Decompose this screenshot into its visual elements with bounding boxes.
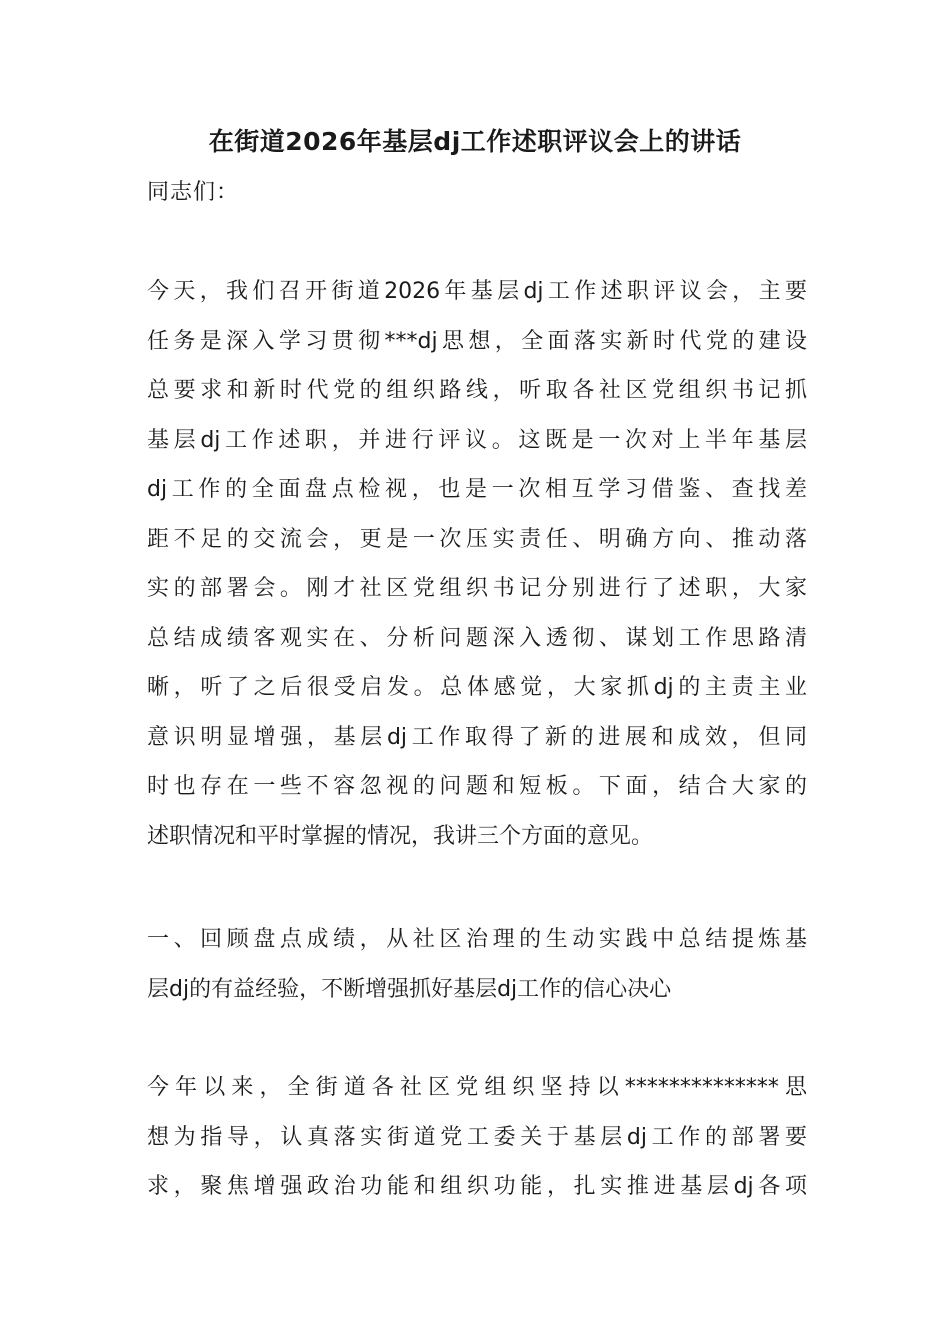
paragraph-opening bbox=[147, 267, 807, 861]
text-line: 实的部署会。刚才社区党组织书记分别进行了述职，大家 bbox=[147, 576, 807, 601]
text-line: 一、回顾盘点成绩，从社区治理的生动实践中总结提炼基 bbox=[147, 927, 807, 952]
text-line: 想为指导，认真落实街道党工委关于基层dj工作的部署要 bbox=[147, 1124, 807, 1150]
text-line: 总要求和新时代党的组织路线，听取各社区党组织书记抓 bbox=[147, 378, 807, 403]
text-line: 总结成绩客观实在、分析问题深入透彻、谋划工作思路清 bbox=[147, 625, 807, 651]
text-line: 今天，我们召开街道2026年基层dj工作述职评议会，主要 bbox=[147, 279, 807, 304]
text-line: 今年以来，全街道各社区党组织坚持以**************思 bbox=[147, 1075, 807, 1100]
text-line: 意识明显增强，基层dj工作取得了新的进展和成效，但同 bbox=[147, 724, 807, 750]
text-line: dj工作的全面盘点检视，也是一次相互学习借鉴、查找差 bbox=[147, 477, 807, 502]
paragraph-section-1 bbox=[147, 1063, 807, 1212]
greeting: 同志们： bbox=[147, 180, 240, 205]
text-line: 晰，听了之后很受启发。总体感觉，大家抓dj的主责主业 bbox=[147, 675, 807, 700]
section-heading-1 bbox=[147, 915, 807, 1014]
text-line: 基层dj工作述职，并进行评议。这既是一次对上半年基层 bbox=[147, 427, 807, 453]
text-line: 层dj的有益经验，不断增强抓好基层dj工作的信心决心 bbox=[147, 976, 672, 1002]
text-line: 述职情况和平时掌握的情况，我讲三个方面的意见。 bbox=[147, 823, 654, 849]
text-line: 距不足的交流会，更是一次压实责任、明确方向、推动落 bbox=[147, 526, 807, 552]
text-line: 任务是深入学习贯彻***dj思想，全面落实新时代党的建设 bbox=[147, 328, 807, 354]
document-title: 在街道2026年基层dj工作述职评议会上的讲话 bbox=[208, 127, 742, 156]
text-line: 时也存在一些不容忽视的问题和短板。下面，结合大家的 bbox=[147, 774, 807, 799]
text-line: 求，聚焦增强政治功能和组织功能，扎实推进基层dj各项 bbox=[147, 1174, 807, 1199]
